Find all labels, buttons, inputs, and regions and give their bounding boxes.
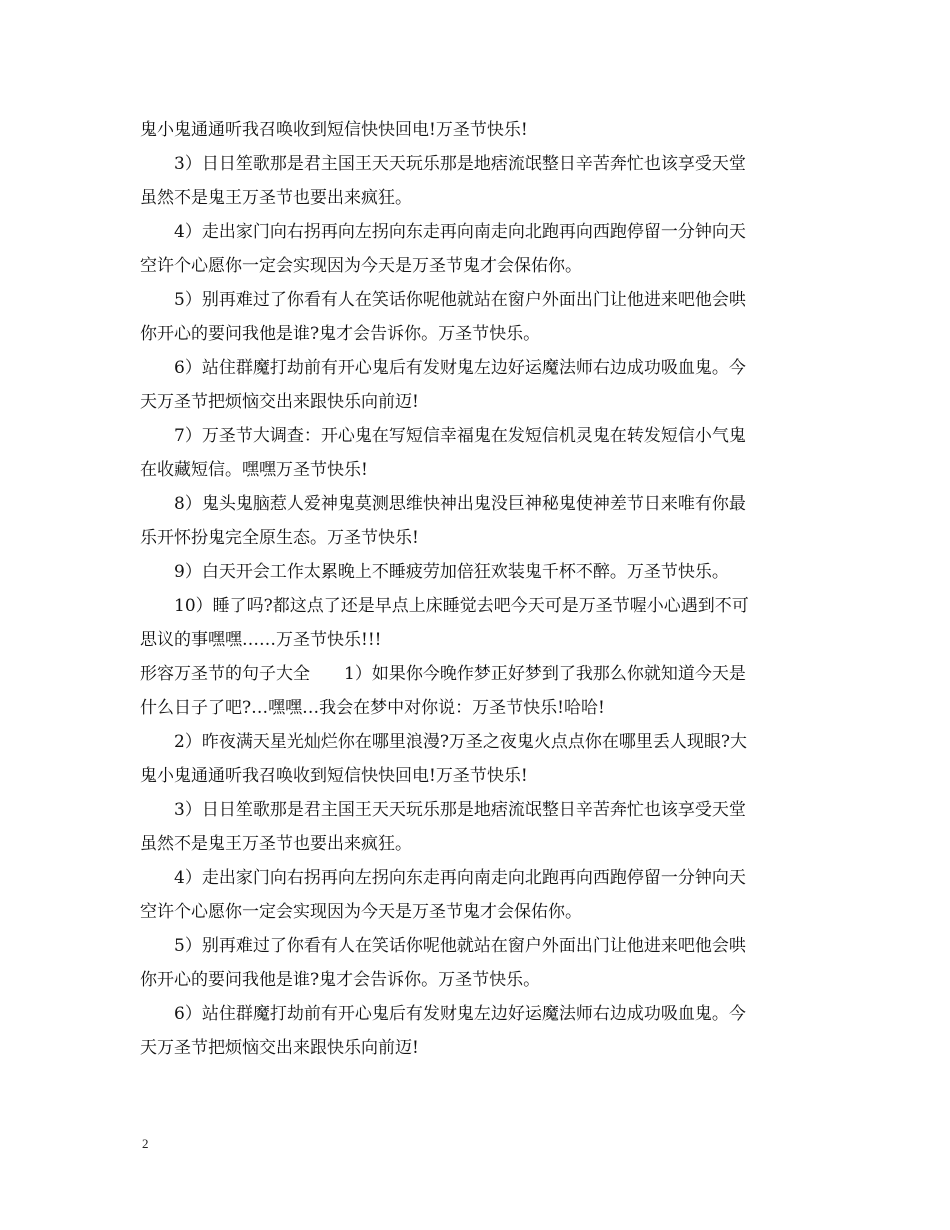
section-heading-line: 形容万圣节的句子大全 1）如果你今晚作梦正好梦到了我那么你就知道今天是 [140,664,746,684]
text-line: 4）走出家门向右拐再向左拐向东走再向南走向北跑再向西跑停留一分钟向天 [174,868,746,888]
text-line: 5）别再难过了你看有人在笑话你呢他就站在窗户外面出门让他进来吧他会哄 [174,290,746,310]
text-line: 虽然不是鬼王万圣节也要出来疯狂。 [140,834,412,854]
text-line: 6）站住群魔打劫前有开心鬼后有发财鬼左边好运魔法师右边成功吸血鬼。今 [174,1004,746,1024]
page-number: 2 [142,1136,149,1151]
text-line: 你开心的要问我他是谁?鬼才会告诉你。万圣节快乐。 [140,970,541,990]
document-body [140,113,820,1065]
text-line: 乐开怀扮鬼完全原生态。万圣节快乐! [140,528,419,548]
text-line: 鬼小鬼通通听我召唤收到短信快快回电!万圣节快乐! [140,120,528,140]
text-line: 空许个心愿你一定会实现因为今天是万圣节鬼才会保佑你。 [140,902,582,922]
text-line: 虽然不是鬼王万圣节也要出来疯狂。 [140,188,412,208]
text-line: 空许个心愿你一定会实现因为今天是万圣节鬼才会保佑你。 [140,256,582,276]
text-line: 6）站住群魔打劫前有开心鬼后有发财鬼左边好运魔法师右边成功吸血鬼。今 [174,358,746,378]
text-line: 鬼小鬼通通听我召唤收到短信快快回电!万圣节快乐! [140,766,528,786]
text-line: 天万圣节把烦恼交出来跟快乐向前迈! [140,1038,419,1058]
text-line: 3）日日笙歌那是君主国王天天玩乐那是地痞流氓整日辛苦奔忙也该享受天堂 [174,800,746,820]
text-line: 7）万圣节大调查：开心鬼在写短信幸福鬼在发短信机灵鬼在转发短信小气鬼 [174,426,746,446]
text-line: 你开心的要问我他是谁?鬼才会告诉你。万圣节快乐。 [140,324,541,344]
text-line: 8）鬼头鬼脑惹人爱神鬼莫测思维快神出鬼没巨神秘鬼使神差节日来唯有你最 [174,494,746,514]
text-line: 在收藏短信。嘿嘿万圣节快乐! [140,460,368,480]
text-line: 天万圣节把烦恼交出来跟快乐向前迈! [140,392,419,412]
text-line: 10）睡了吗?都这点了还是早点上床睡觉去吧今天可是万圣节喔小心遇到不可 [174,596,749,616]
text-line: 4）走出家门向右拐再向左拐向东走再向南走向北跑再向西跑停留一分钟向天 [174,222,746,242]
text-line: 9）白天开会工作太累晚上不睡疲劳加倍狂欢装鬼千杯不醉。万圣节快乐。 [174,562,729,582]
text-line: 5）别再难过了你看有人在笑话你呢他就站在窗户外面出门让他进来吧他会哄 [174,936,746,956]
text-line: 什么日子了吧?…嘿嘿…我会在梦中对你说：万圣节快乐!哈哈! [140,698,605,718]
text-line: 思议的事嘿嘿……万圣节快乐!!! [140,630,382,650]
text-line: 2）昨夜满天星光灿烂你在哪里浪漫?万圣之夜鬼火点点你在哪里丢人现眼?大 [174,732,748,752]
text-line: 3）日日笙歌那是君主国王天天玩乐那是地痞流氓整日辛苦奔忙也该享受天堂 [174,154,746,174]
